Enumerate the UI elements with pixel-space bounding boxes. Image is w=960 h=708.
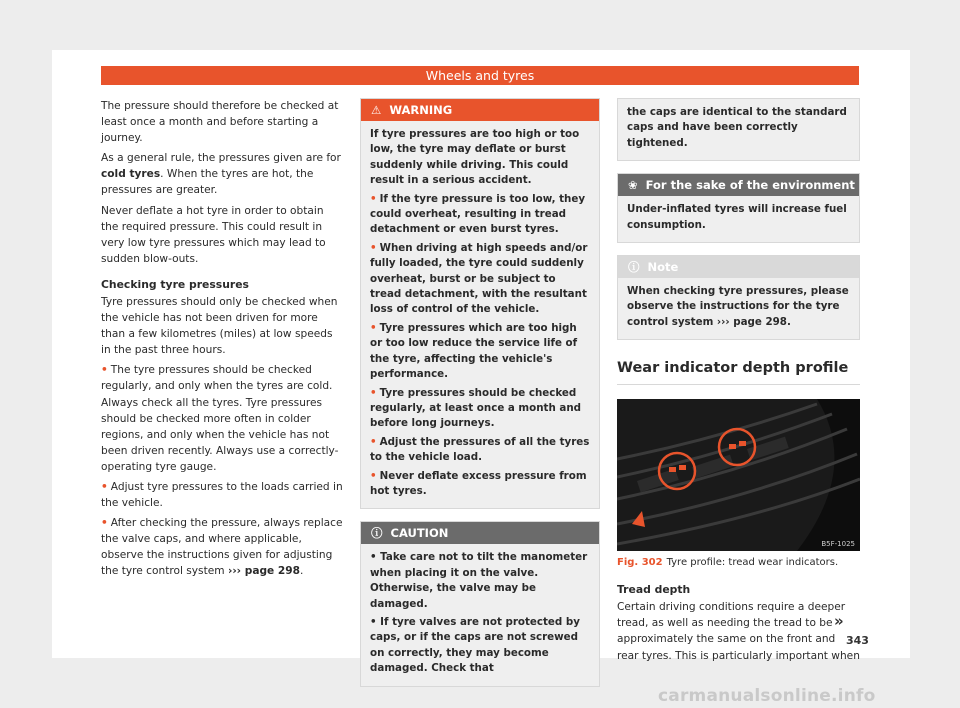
page-number: 343 xyxy=(846,634,869,647)
warning-item xyxy=(370,469,590,500)
text: Tyre pressures which are too high or too low reduce the service life of the tyre, affecting the vehicle's performance. xyxy=(370,321,578,381)
page-link[interactable]: ››› page 298 xyxy=(716,315,787,328)
note-header xyxy=(618,256,859,278)
paragraph xyxy=(101,150,344,198)
bullet-item xyxy=(101,362,344,475)
text: . When the tyres are hot, the pressures are greater. xyxy=(101,168,314,197)
bullet-icon: • xyxy=(370,386,377,399)
text: Never deflate excess pressure from hot tyres. xyxy=(370,469,587,497)
warning-item xyxy=(370,241,590,318)
bullet-icon: • xyxy=(370,321,377,334)
bullet-icon: • xyxy=(370,615,381,628)
watermark: carmanualsonline.info xyxy=(658,686,876,706)
chapter-header: Wheels and tyres xyxy=(101,66,859,85)
caution-continued-box xyxy=(617,98,860,161)
text: . xyxy=(786,315,791,328)
text: When checking tyre pressures, please observe the instructions for the tyre control system xyxy=(627,285,849,328)
environment-body xyxy=(618,196,859,242)
paragraph: Tyre pressures should only be checked when the vehicle has not been driven for more than a few kilometres (miles) at low speeds in the past three hours. xyxy=(101,295,338,357)
warning-box xyxy=(360,98,600,509)
environment-text: Under-inflated tyres will increase fuel consumption. xyxy=(627,203,847,231)
continue-icon: » xyxy=(834,612,844,630)
figure-code: B5F-1025 xyxy=(821,540,855,549)
caution-circle-icon: ⓘ xyxy=(371,526,383,541)
environment-box xyxy=(617,173,860,243)
text: Take care not to tilt the manometer when placing it on the valve. Otherwise, the valve may be damaged. xyxy=(370,551,588,610)
note-text xyxy=(627,284,850,330)
warning-item xyxy=(370,435,590,466)
subheading: Checking tyre pressures xyxy=(101,277,249,291)
column-left xyxy=(101,98,344,584)
text: Adjust the pressures of all the tyres to the vehicle load. xyxy=(370,435,590,464)
caution-continued-text: the caps are identical to the standard caps and have been correctly tightened. xyxy=(627,106,847,149)
bullet-icon: • xyxy=(370,435,377,448)
bullet-icon: • xyxy=(101,517,108,530)
warning-intro: If tyre pressures are too high or too low, the tyre may deflate or burst suddenly while driving. This could result in a serious accident. xyxy=(370,128,580,187)
text: If the tyre pressure is too low, they could overheat, resulting in tread detachment or even burst tyres. xyxy=(370,192,586,236)
warning-item xyxy=(370,321,590,383)
bullet-icon: • xyxy=(370,241,377,254)
bullet-icon: • xyxy=(101,364,108,377)
environment-label: For the sake of the environment xyxy=(645,178,855,193)
text: . xyxy=(300,565,304,578)
bullet-icon: • xyxy=(370,551,381,564)
info-icon: ⓘ xyxy=(628,260,640,275)
note-box xyxy=(617,255,860,340)
text: After checking the pressure, always replace the valve caps, and where applicable, observe the instructions given for adjusting the tyre control system xyxy=(101,517,343,578)
text: As a general rule, the pressures given are for xyxy=(101,152,341,165)
bold-text: cold tyres xyxy=(101,168,161,181)
caution-item xyxy=(370,550,590,612)
caution-continued-body xyxy=(618,99,859,160)
warning-label: WARNING xyxy=(389,103,453,117)
paragraph: Certain driving conditions require a deeper tread, as well as needing the tread to be approximately the same on the front and rear tyres. This is particularly important when xyxy=(617,601,860,662)
warning-item xyxy=(370,192,590,238)
subheading: Tread depth xyxy=(617,583,691,597)
bullet-icon: • xyxy=(101,480,108,493)
bullet-icon: • xyxy=(370,192,377,205)
column-middle xyxy=(360,98,600,699)
warning-item xyxy=(370,386,590,432)
tyre-tread-illustration xyxy=(617,399,860,551)
bullet-item xyxy=(101,479,344,511)
section-title: Wear indicator depth profile xyxy=(617,360,860,385)
note-label: Note xyxy=(647,260,679,275)
warning-triangle-icon: ⚠ xyxy=(371,103,382,117)
figure-number: Fig. 302 xyxy=(617,557,663,569)
bullet-item xyxy=(101,515,344,579)
caution-body xyxy=(361,544,599,685)
page-link[interactable]: ››› page 298 xyxy=(227,565,301,578)
caution-box xyxy=(360,521,600,686)
column-right xyxy=(617,98,860,668)
text: If tyre valves are not protected by caps, or if the caps are not screwed on correctly, they may become damaged. Check that xyxy=(370,615,580,675)
tyre-tread-figure xyxy=(617,399,860,551)
text: Tyre pressures should be checked regularly, at least once a month and before long journeys. xyxy=(370,386,582,430)
text: When driving at high speeds and/or fully loaded, the tyre could suddenly overheat, burst or be subject to tread detachment, with the resultant loss of control of the vehicle. xyxy=(370,241,588,316)
warning-header xyxy=(361,99,599,121)
figure-caption xyxy=(617,557,860,568)
paragraph: Never deflate a hot tyre in order to obtain the required pressure. This could result in very low tyre pressures which may lead to sudden blow-outs. xyxy=(101,204,326,265)
caution-item xyxy=(370,615,590,677)
environment-header xyxy=(618,174,859,196)
caption-text: Tyre profile: tread wear indicators. xyxy=(666,557,839,569)
note-body xyxy=(618,278,859,339)
bullet-icon: • xyxy=(370,469,377,482)
caution-label: CAUTION xyxy=(390,526,449,541)
text: Adjust tyre pressures to the loads carried in the vehicle. xyxy=(101,480,343,510)
text: The tyre pressures should be checked regularly, and only when the tyres are cold. Always check all the tyres. Tyre pressures should be checked more often in colder regions, and only when the vehicle has not been driven recently. Always use a correctly-operating tyre gauge. xyxy=(101,364,339,473)
leaf-icon: ❀ xyxy=(628,178,638,193)
paragraph: The pressure should therefore be checked at least once a month and before starting a journey. xyxy=(101,100,339,145)
caution-header xyxy=(361,522,599,544)
warning-body xyxy=(361,121,599,508)
